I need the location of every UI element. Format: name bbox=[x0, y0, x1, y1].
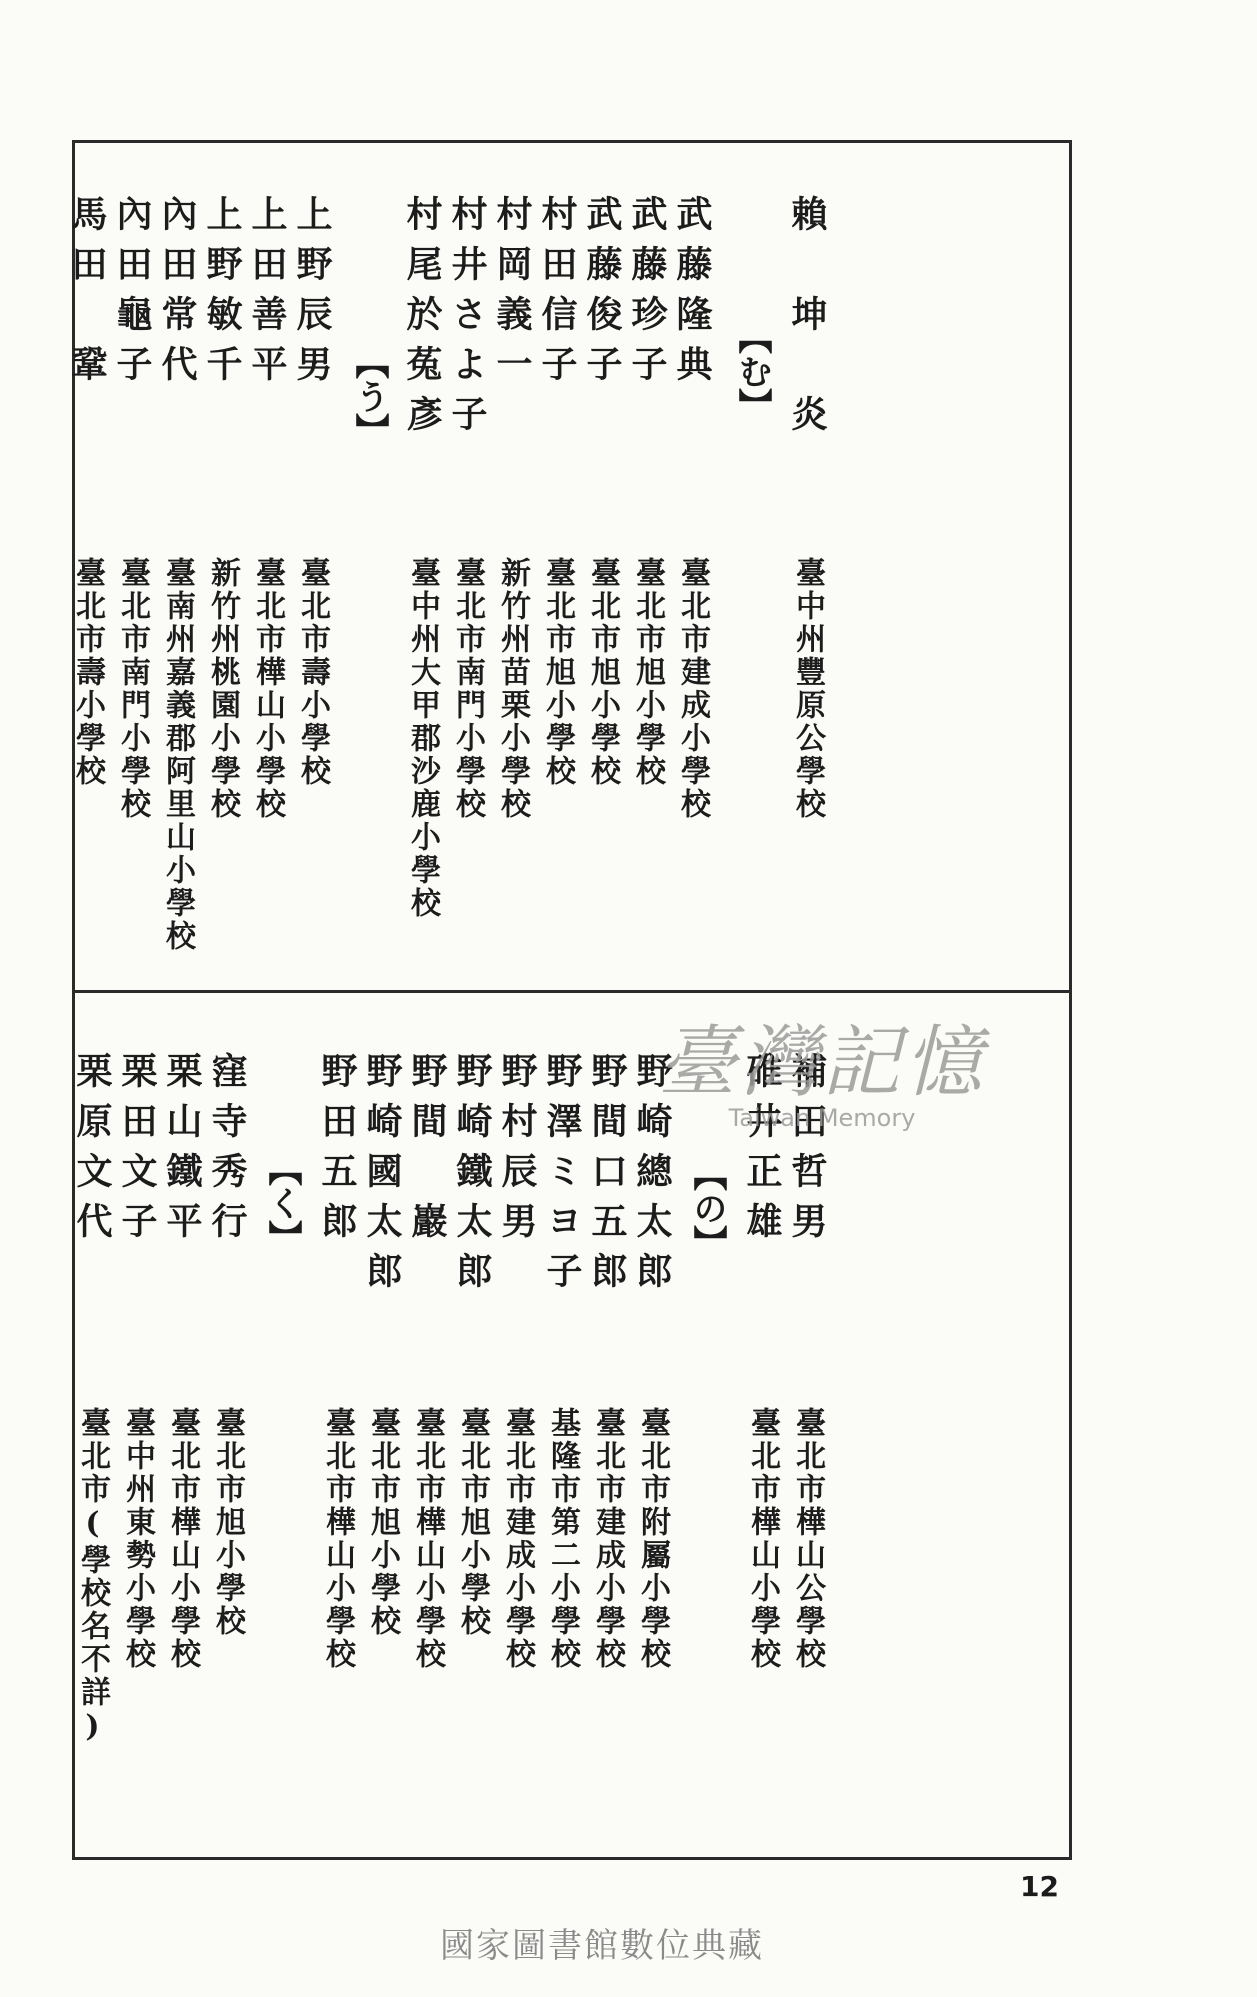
bottom-section bbox=[71, 1052, 1064, 1822]
kana-heading-ku: 【く】 bbox=[262, 1152, 302, 1254]
list-item bbox=[65, 1052, 119, 1822]
school-name: 臺中州大甲郡沙鹿小學校 bbox=[405, 557, 440, 920]
person-name: 上野敏千 bbox=[201, 195, 243, 395]
school-name: 臺北市旭小學校 bbox=[365, 1407, 400, 1638]
person-name: 上田善平 bbox=[246, 195, 288, 395]
watermark-sub: Taiwan Memory bbox=[728, 1104, 916, 1132]
person-name: 野間口五郎 bbox=[586, 1052, 628, 1302]
list-item bbox=[780, 195, 834, 955]
person-name: 野田五郎 bbox=[316, 1052, 358, 1252]
person-name: 野間 巖 bbox=[406, 1052, 448, 1252]
list-item bbox=[60, 195, 114, 955]
list-item bbox=[735, 1052, 789, 1822]
person-name: 補田哲男 bbox=[786, 1052, 828, 1252]
school-name: 臺中州豐原公學校 bbox=[790, 557, 825, 821]
person-name: 村岡義一 bbox=[491, 195, 533, 395]
person-name: 上野辰男 bbox=[291, 195, 333, 395]
person-name: 武藤珍子 bbox=[626, 195, 668, 395]
person-name: 內田常代 bbox=[156, 195, 198, 395]
school-name: 基隆市第二小學校 bbox=[545, 1407, 580, 1671]
person-name: 栗原文代 bbox=[71, 1052, 113, 1252]
person-name: 野崎總太郎 bbox=[631, 1052, 673, 1302]
school-name: 臺北市(學校名不詳) bbox=[75, 1407, 110, 1747]
person-name: 窪寺秀行 bbox=[206, 1052, 248, 1252]
school-name: 臺北市壽小學校 bbox=[70, 557, 105, 788]
school-name: 臺北市旭小學校 bbox=[455, 1407, 490, 1638]
person-name: 武藤隆典 bbox=[671, 195, 713, 395]
person-name: 村尾於菟彥 bbox=[401, 195, 443, 445]
person-name: 武藤俊子 bbox=[581, 195, 623, 395]
school-name: 臺南州嘉義郡阿里山小學校 bbox=[160, 557, 195, 953]
top-section bbox=[66, 195, 1064, 955]
school-name: 臺北市樺山公學校 bbox=[790, 1407, 825, 1671]
school-name: 臺北市建成小學校 bbox=[590, 1407, 625, 1671]
school-name: 臺北市建成小學校 bbox=[675, 557, 710, 821]
kana-heading-u: 【う】 bbox=[349, 345, 389, 447]
kana-heading-mu: 【む】 bbox=[732, 320, 772, 422]
person-name: 野崎鐵太郎 bbox=[451, 1052, 493, 1302]
school-name: 臺北市旭小學校 bbox=[210, 1407, 245, 1638]
school-name: 臺北市附屬小學校 bbox=[635, 1407, 670, 1671]
school-name: 臺北市南門小學校 bbox=[450, 557, 485, 821]
school-name: 臺北市樺山小學校 bbox=[745, 1407, 780, 1671]
school-name: 臺北市建成小學校 bbox=[500, 1407, 535, 1671]
person-name: 賴 坤 炎 bbox=[786, 195, 828, 445]
person-name: 栗山鐵平 bbox=[161, 1052, 203, 1252]
person-name: 碓井正雄 bbox=[741, 1052, 783, 1252]
taiwan-memory-watermark bbox=[612, 1000, 1032, 1132]
person-name: 栗田文子 bbox=[116, 1052, 158, 1252]
school-name: 新竹州苗栗小學校 bbox=[495, 557, 530, 821]
school-name: 臺北市樺山小學校 bbox=[410, 1407, 445, 1671]
watermark-main: 臺灣記憶 bbox=[657, 1018, 986, 1108]
library-footer: 國家圖書館數位典藏 bbox=[440, 1926, 764, 1966]
school-name: 臺北市旭小學校 bbox=[585, 557, 620, 788]
kana-heading-no: 【の】 bbox=[687, 1157, 727, 1259]
section-divider bbox=[72, 990, 1072, 993]
school-name: 臺北市樺山小學校 bbox=[320, 1407, 355, 1671]
school-name: 臺北市南門小學校 bbox=[115, 557, 150, 821]
person-name: 野崎國太郎 bbox=[361, 1052, 403, 1302]
school-name: 臺北市旭小學校 bbox=[540, 557, 575, 788]
school-name: 臺北市樺山小學校 bbox=[165, 1407, 200, 1671]
school-name: 臺北市樺山小學校 bbox=[250, 557, 285, 821]
person-name: 村田信子 bbox=[536, 195, 578, 395]
school-name: 新竹州桃園小學校 bbox=[205, 557, 240, 821]
person-name: 野澤ミヨ子 bbox=[541, 1052, 583, 1302]
person-name: 村井さよ子 bbox=[446, 195, 488, 445]
person-name: 野村辰男 bbox=[496, 1052, 538, 1252]
page-number: 12 bbox=[1020, 1870, 1059, 1903]
school-name: 臺中州東勢小學校 bbox=[120, 1407, 155, 1671]
list-item bbox=[395, 195, 449, 955]
list-item bbox=[310, 1052, 364, 1822]
person-name: 馬田 鞏 bbox=[66, 195, 108, 395]
school-name: 臺北市壽小學校 bbox=[295, 557, 330, 788]
school-name: 臺北市旭小學校 bbox=[630, 557, 665, 788]
person-name: 內田龜子 bbox=[111, 195, 153, 395]
